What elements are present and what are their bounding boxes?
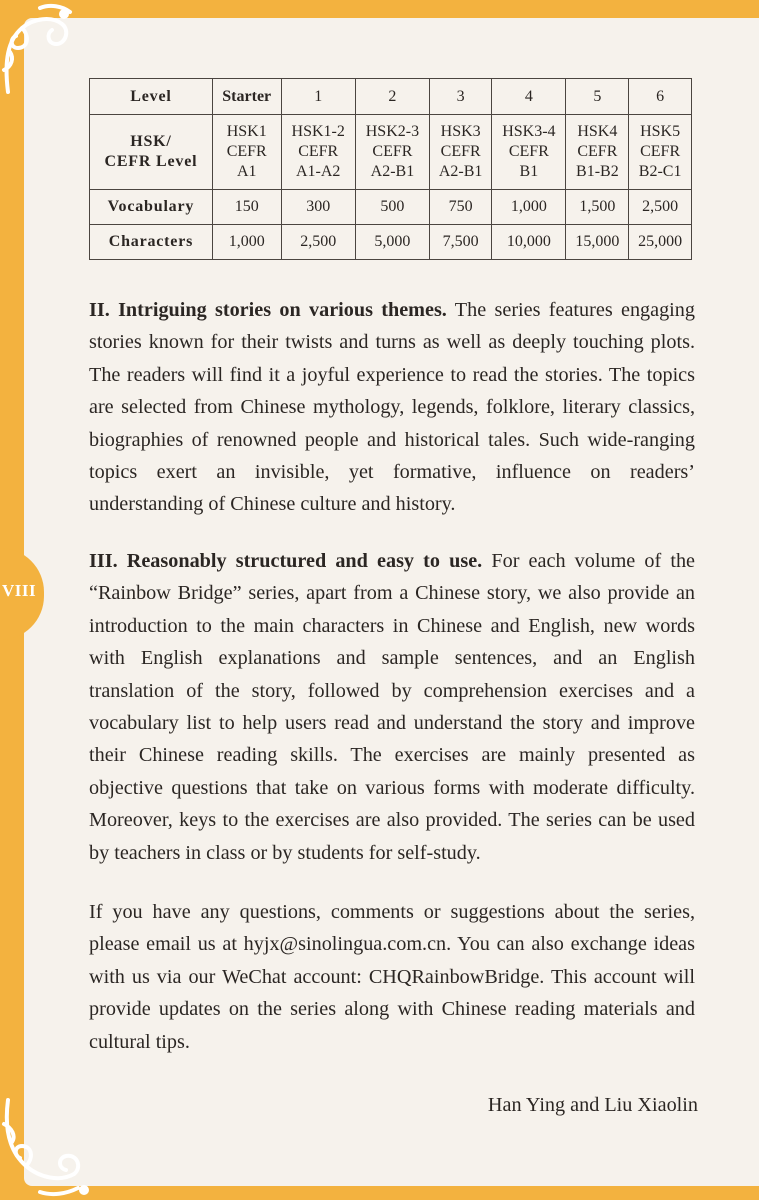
table-header-cell: 4 xyxy=(492,79,566,115)
table-cell: 10,000 xyxy=(492,225,566,260)
table-cell: HSK3 CEFR A2-B1 xyxy=(430,115,492,190)
section-structure-body: For each volume of the “Rainbow Bridge” series, apart from a Chinese story, we also provide an introduction to the main characters in Chinese and English, new words with English explanations and sample sentences, and an English translation of the story, followed by comprehension exercises and a vocabulary list to help users read and understand the story and improve their Chinese reading skills. The exercises are mainly presented as objective questions that take on various forms with moderate difficulty. Moreover, keys to the exercises are also provided. The series can be used by teachers in class or by students for self-study. xyxy=(89,550,695,864)
section-structure-paragraph xyxy=(89,545,695,869)
table-cell: 1,500 xyxy=(566,190,629,225)
level-table xyxy=(89,78,692,260)
table-cell: 1,000 xyxy=(492,190,566,225)
table-cell: 15,000 xyxy=(566,225,629,260)
table-cell: 25,000 xyxy=(629,225,692,260)
table-cell: HSK5 CEFR B2-C1 xyxy=(629,115,692,190)
table-cell: 300 xyxy=(281,190,355,225)
author-signature: Han Ying and Liu Xiaolin xyxy=(487,1094,698,1116)
table-header-cell: 6 xyxy=(629,79,692,115)
table-cell: HSK3-4 CEFR B1 xyxy=(492,115,566,190)
table-header-row xyxy=(90,79,692,115)
table-row-label: Vocabulary xyxy=(90,190,213,225)
corner-ornament-bottom-left xyxy=(0,1090,95,1200)
table-cell: 750 xyxy=(430,190,492,225)
table-header-cell: 3 xyxy=(430,79,492,115)
table-header-cell: 2 xyxy=(355,79,429,115)
table-header-cell: Level xyxy=(90,79,213,115)
table-cell: HSK1 CEFR A1 xyxy=(212,115,281,190)
table-row-hsk xyxy=(90,115,692,190)
page-number: VIII xyxy=(2,581,37,600)
corner-ornament-top-left xyxy=(0,0,90,110)
section-stories-heading: II. Intriguing stories on various themes. xyxy=(89,299,447,321)
table-cell: 7,500 xyxy=(430,225,492,260)
table-cell: HSK4 CEFR B1-B2 xyxy=(566,115,629,190)
table-cell: HSK2-3 CEFR A2-B1 xyxy=(355,115,429,190)
table-cell: 2,500 xyxy=(629,190,692,225)
table-header-cell: Starter xyxy=(212,79,281,115)
table-header-cell: 5 xyxy=(566,79,629,115)
contact-paragraph: If you have any questions, comments or suggestions about the series, please email us at hyjx@sinolingua.com.cn. You can also exchange ideas with us via our WeChat account: CHQRainbowBridge. This account will provide updates on the series along with Chinese reading materials and cultural tips. xyxy=(89,901,695,1053)
table-row-label: Characters xyxy=(90,225,213,260)
table-row-label: HSK/ CEFR Level xyxy=(90,115,213,190)
section-stories-body: The series features engaging stories known for their twists and turns as well as deeply touching plots. The readers will find it a joyful experience to read the stories. The topics are selected from Chinese mythology, legends, folklore, literary classics, biographies of renowned people and historical tales. Such wide-ranging topics exert an invisible, yet formative, influence on readers’ understanding of Chinese culture and history. xyxy=(89,299,695,516)
table-cell: 5,000 xyxy=(355,225,429,260)
table-row-characters xyxy=(90,225,692,260)
table-cell: 2,500 xyxy=(281,225,355,260)
table-cell: 1,000 xyxy=(212,225,281,260)
table-cell: 500 xyxy=(355,190,429,225)
section-structure-heading: III. Reasonably structured and easy to use. xyxy=(89,550,483,572)
table-header-cell: 1 xyxy=(281,79,355,115)
table-cell: 150 xyxy=(212,190,281,225)
section-stories-paragraph xyxy=(89,294,695,521)
table-row-vocabulary xyxy=(90,190,692,225)
table-cell: HSK1-2 CEFR A1-A2 xyxy=(281,115,355,190)
